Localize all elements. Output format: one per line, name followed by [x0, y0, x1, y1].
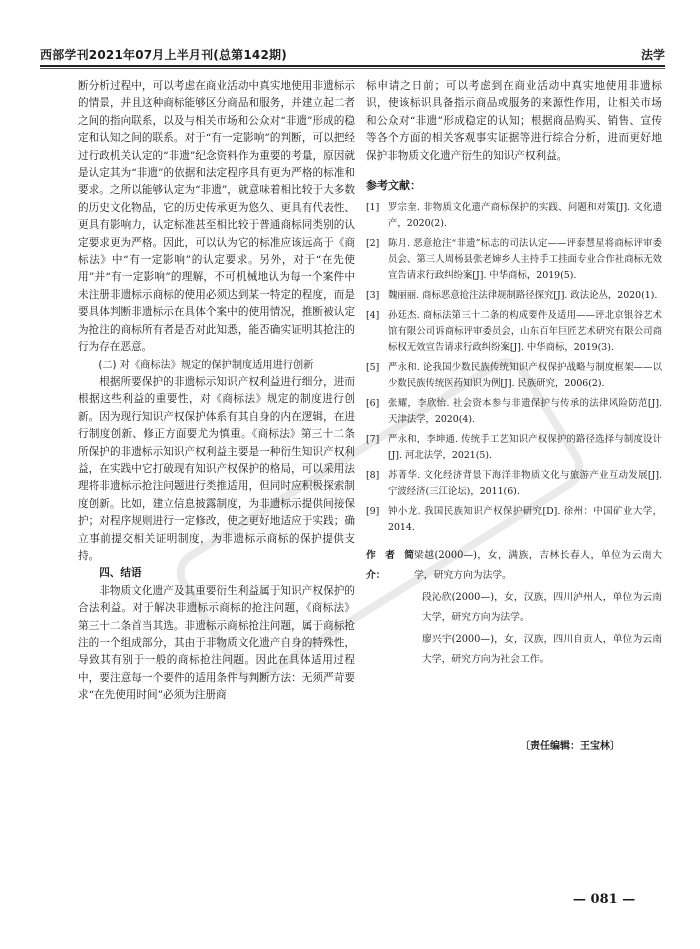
body-paragraph: 断分析过程中，可以考虑在商业活动中真实地使用非遗标示的情景，并且这种商标能够区分商品和服务，并建立起二者之间的指向联系，以及与相关市场和公众对“非遗”形成的稳定和认知之间的联系。对于“有一定影响”的判断，可以把经过行政机关认定的“非遗”纪念资料作为重要的考量，原因就是认定其为“非遗”的依据和法定程序具有更为严格的标准和要求。之所以能够认定为“非遗”，就意味着相比较于大多数的历史文化物品，它的历史传承更为悠久、更具有代表性、更具有影响力，认定标准甚至相比较于普通商标同类别的认定要求更为严格。因此，可以认为它的标准应该远高于《商标法》中“有一定影响”的认定要求。另外，对于“在先使用”并“有一定影响”的理解，不可机械地认为每一个案件中未注册非遗标示商标的使用必须达到某一特定的程度，而是要具体判断非遗标示在具体个案中的使用情况，推断被认定为抢注的商标所有者是否对此知悉，能否确实证明其抢注的行为存在恶意。 — [78, 80, 355, 354]
author-intro-label: 作者简介： — [366, 550, 414, 582]
reference-text: 张耀，李欣怡. 社会资本参与非遗保护与传承的法律风险防范[J]. 天津法学，2020(4). — [388, 398, 662, 426]
reference-list — [366, 200, 662, 536]
author-entry: 廖兴宇(2000—)，女，汉族，四川自贡人，单位为云南大学，研究方向为社会工作。 — [422, 634, 662, 666]
reference-item — [366, 236, 662, 284]
reference-item — [366, 396, 662, 428]
author-intro — [366, 546, 662, 672]
body-paragraph: 非物质文化遗产及其重要衍生利益属于知识产权保护的合法利益。对于解决非遗标示商标的抢注问题，《商标法》第三十二条首当其选。非遗标示商标抢注问题，属于商标抢注的一个组成部分，其由于非物质文化遗产自身的特殊性，导致其有别于一般的商标抢注问题。因此在具体适用过程中，要注意每一个要件的适用条件与判断方法：无须严苛要求“在先使用时间”必须为注册商 — [78, 584, 355, 702]
reference-item — [366, 468, 662, 500]
reference-number: [7] — [366, 434, 380, 446]
reference-number: [8] — [366, 470, 380, 482]
reference-number: [5] — [366, 362, 380, 374]
reference-item — [366, 288, 662, 304]
reference-item — [366, 504, 662, 536]
header-rule-thin — [40, 68, 665, 69]
reference-text: 钟小龙. 我国民族知识产权保护研究[D]. 徐州：中国矿业大学，2014. — [388, 506, 662, 534]
reference-number: [9] — [366, 506, 380, 518]
author-entry: 梁越(2000—)，女，满族，吉林长春人，单位为云南大学，研究方向为法学。 — [414, 550, 662, 582]
reference-text: 严永和. 论我国少数民族传统知识产权保护战略与制度框架——以少数民族传统医药知识为例[J]. 民族研究，2006(2). — [388, 362, 662, 390]
reference-number: [2] — [366, 238, 380, 250]
body-paragraph: 标申请之日前；可以考虑到在商业活动中真实地使用非遗标识，使该标识具备指示商品或服务的来源性作用，让相关市场和公众对“非遗”形成稳定的认知；根据商品购买、销售、宣传等各个方面的相关客观事实证据等进行综合分析，进而更好地保护非物质文化遗产衍生的知识产权利益。 — [366, 80, 662, 162]
reference-text: 苏菁华. 文化经济背景下海洋非物质文化与旅游产业互动发展[J]. 宁波经济(三江论坛)，2011(6). — [388, 470, 662, 498]
reference-number: [3] — [366, 290, 380, 302]
section-label: 法学 — [640, 48, 665, 62]
author-entry: 段沁欣(2000—)，女，汉族，四川泸州人，单位为云南大学，研究方向为法学。 — [422, 592, 662, 624]
reference-item — [366, 308, 662, 356]
reference-text: 陈月. 恶意抢注“非遗”标志的司法认定——评泰慧星将商标评审委员会、第三人周杨县张老婶乡人主持手工挂面专业合作社商标无效宣告请求行政纠纷案[J]. 中华商标，2019(5). — [388, 238, 662, 282]
responsible-editor: 〔责任编辑：王宝林〕 — [520, 741, 620, 752]
page-number: — 081 — — [573, 892, 636, 907]
left-column — [78, 78, 355, 705]
right-column — [366, 78, 662, 672]
reference-item — [366, 200, 662, 232]
reference-number: [1] — [366, 202, 380, 214]
header-rule — [40, 65, 665, 67]
section-heading: 四、结语 — [99, 567, 142, 580]
references-heading: 参考文献： — [366, 179, 421, 193]
author-intro-list — [414, 546, 662, 672]
reference-text: 罗宗奎. 非物质文化遗产商标保护的实践、问题和对策[J]. 文化遗产，2020(2). — [388, 202, 662, 230]
running-header — [40, 44, 665, 66]
subsection-heading: (二) 对《商标法》规定的保护制度适用进行创新 — [98, 359, 314, 371]
reference-number: [6] — [366, 398, 380, 410]
journal-title: 西部学刊2021年07月上半月刊(总第142期) — [40, 48, 287, 62]
body-paragraph: 根据所要保护的非遗标示知识产权利益进行细分，进而根据这些利益的重要性，对《商标法》规定的制度进行创新。因为现行知识产权保护体系有其自身的内在逻辑，在进行制度创新、修正方面要尤为慎重。《商标法》第三十二条所保护的非遗标示知识产权利益主要是一种衍生知识产权利益，在实践中它打破现有知识产权保护的格局，可以采用法理将非遗标示抢注问题进行类推适用，但同时应积极探索制度创新。比如，建立信息披露制度，为非遗标示提供间接保护；对程序规则进行一定修改，使之更好地适应于实践；确立事前提交相关证明制度，为非遗标示商标的保护提供支持。 — [78, 375, 355, 562]
reference-item — [366, 360, 662, 392]
reference-item — [366, 432, 662, 464]
reference-number: [4] — [366, 310, 380, 322]
reference-text: 孙廷杰. 商标法第三十二条的构成要件及适用——评北京银谷艺术馆有限公司诉商标评审委员会，山东百年巨匠艺术研究有限公司商标权无效宣告请求行政纠纷案[J]. 中华商标，2019(3). — [388, 310, 662, 354]
reference-text: 严永和，李坤通. 传统手工艺知识产权保护的路径选择与制度设计[J]. 河北法学，2021(5). — [388, 434, 662, 462]
reference-text: 魏丽丽. 商标恶意抢注法律规制路径探究[J]. 政法论丛，2020(1). — [388, 290, 658, 302]
